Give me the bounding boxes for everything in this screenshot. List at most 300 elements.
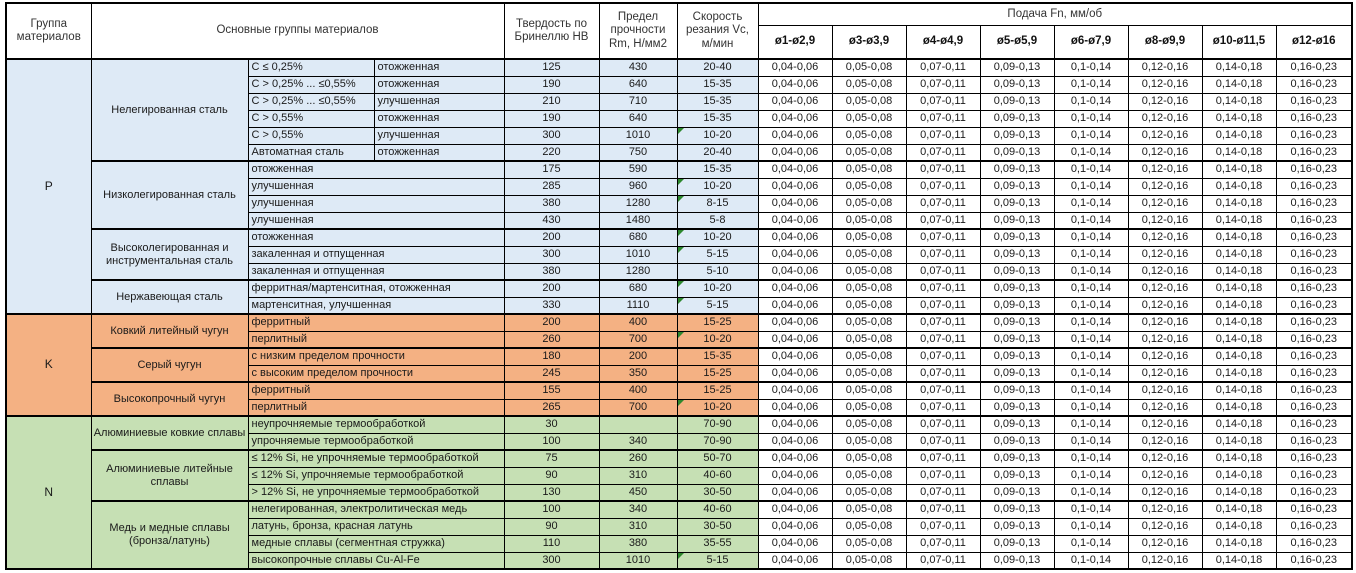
material-spec-cell: Автоматная сталь xyxy=(248,144,374,161)
feed-cell: 0,12-0,16 xyxy=(1128,399,1202,416)
feed-cell: 0,07-0,11 xyxy=(906,416,980,433)
speed-cell: 10-20 xyxy=(677,127,758,144)
speed-cell: 15-35 xyxy=(677,161,758,178)
feed-cell: 0,16-0,23 xyxy=(1276,280,1352,297)
material-desc-cell: с высоким пределом прочности xyxy=(248,365,504,382)
feed-cell: 0,07-0,11 xyxy=(906,348,980,365)
material-desc-cell: > 12% Si, не упрочняемые термообработкой xyxy=(248,484,504,501)
feed-cell: 0,16-0,23 xyxy=(1276,212,1352,229)
feed-cell: 0,12-0,16 xyxy=(1128,382,1202,399)
strength-cell: 450 xyxy=(599,484,677,501)
feed-cell: 0,09-0,13 xyxy=(980,229,1054,246)
feed-cell: 0,05-0,08 xyxy=(832,76,906,93)
hardness-cell: 300 xyxy=(504,552,599,569)
feed-cell: 0,14-0,18 xyxy=(1202,399,1276,416)
speed-cell: 40-60 xyxy=(677,467,758,484)
feed-cell: 0,16-0,23 xyxy=(1276,331,1352,348)
feed-cell: 0,04-0,06 xyxy=(758,484,832,501)
feed-cell: 0,09-0,13 xyxy=(980,433,1054,450)
feed-cell: 0,14-0,18 xyxy=(1202,535,1276,552)
cutting-parameters-table xyxy=(5,2,1353,570)
feed-cell: 0,16-0,23 xyxy=(1276,399,1352,416)
material-desc-cell: ≤ 12% Si, упрочняемые термообработкой xyxy=(248,467,504,484)
feed-cell: 0,07-0,11 xyxy=(906,501,980,518)
feed-cell: 0,05-0,08 xyxy=(832,297,906,314)
speed-cell: 15-25 xyxy=(677,314,758,331)
hardness-cell: 180 xyxy=(504,348,599,365)
hardness-cell: 200 xyxy=(504,314,599,331)
table-row xyxy=(6,450,1352,467)
hardness-cell: 260 xyxy=(504,331,599,348)
feed-cell: 0,09-0,13 xyxy=(980,59,1054,76)
material-desc-cell: ферритный xyxy=(248,382,504,399)
feed-cell: 0,09-0,13 xyxy=(980,263,1054,280)
feed-cell: 0,1-0,14 xyxy=(1054,331,1128,348)
feed-cell: 0,16-0,23 xyxy=(1276,416,1352,433)
material-name-cell: Высокопрочный чугун xyxy=(91,382,248,416)
feed-cell: 0,14-0,18 xyxy=(1202,76,1276,93)
feed-cell: 0,05-0,08 xyxy=(832,127,906,144)
feed-cell: 0,04-0,06 xyxy=(758,178,832,195)
feed-cell: 0,14-0,18 xyxy=(1202,144,1276,161)
hardness-cell: 130 xyxy=(504,484,599,501)
feed-cell: 0,16-0,23 xyxy=(1276,93,1352,110)
header-feed-title: Подача Fn, мм/об xyxy=(758,3,1352,25)
strength-cell: 680 xyxy=(599,280,677,297)
feed-cell: 0,05-0,08 xyxy=(832,467,906,484)
group-code-cell: P xyxy=(6,59,91,314)
strength-cell: 700 xyxy=(599,399,677,416)
feed-cell: 0,14-0,18 xyxy=(1202,297,1276,314)
feed-cell: 0,04-0,06 xyxy=(758,144,832,161)
hardness-cell: 245 xyxy=(504,365,599,382)
feed-cell: 0,1-0,14 xyxy=(1054,229,1128,246)
feed-cell: 0,1-0,14 xyxy=(1054,518,1128,535)
feed-cell: 0,07-0,11 xyxy=(906,518,980,535)
material-name-cell: Низколегированная сталь xyxy=(91,161,248,229)
feed-cell: 0,14-0,18 xyxy=(1202,195,1276,212)
strength-cell: 700 xyxy=(599,331,677,348)
hardness-cell: 300 xyxy=(504,127,599,144)
feed-cell: 0,05-0,08 xyxy=(832,314,906,331)
feed-cell: 0,16-0,23 xyxy=(1276,144,1352,161)
feed-cell: 0,1-0,14 xyxy=(1054,382,1128,399)
table-row xyxy=(6,161,1352,178)
speed-cell: 10-20 xyxy=(677,229,758,246)
header-material-group: Группа материалов xyxy=(6,3,91,59)
feed-cell: 0,09-0,13 xyxy=(980,501,1054,518)
hardness-cell: 220 xyxy=(504,144,599,161)
feed-cell: 0,12-0,16 xyxy=(1128,127,1202,144)
cell-flag-triangle-icon xyxy=(678,230,684,236)
feed-cell: 0,16-0,23 xyxy=(1276,365,1352,382)
feed-cell: 0,07-0,11 xyxy=(906,59,980,76)
table-row xyxy=(6,501,1352,518)
feed-cell: 0,16-0,23 xyxy=(1276,229,1352,246)
feed-cell: 0,14-0,18 xyxy=(1202,552,1276,569)
table-header xyxy=(6,3,1352,59)
feed-cell: 0,1-0,14 xyxy=(1054,246,1128,263)
hardness-cell: 90 xyxy=(504,518,599,535)
speed-cell: 20-40 xyxy=(677,144,758,161)
feed-cell: 0,14-0,18 xyxy=(1202,416,1276,433)
material-desc-cell: улучшенная xyxy=(248,212,504,229)
material-name-cell: Медь и медные сплавы (бронза/латунь) xyxy=(91,501,248,569)
feed-cell: 0,12-0,16 xyxy=(1128,331,1202,348)
feed-cell: 0,1-0,14 xyxy=(1054,552,1128,569)
strength-cell xyxy=(599,416,677,433)
strength-cell: 400 xyxy=(599,314,677,331)
speed-cell: 15-35 xyxy=(677,348,758,365)
feed-cell: 0,09-0,13 xyxy=(980,195,1054,212)
header-feed-diameter-1: ø1-ø2,9 xyxy=(758,25,832,59)
feed-cell: 0,04-0,06 xyxy=(758,93,832,110)
feed-cell: 0,04-0,06 xyxy=(758,246,832,263)
feed-cell: 0,1-0,14 xyxy=(1054,212,1128,229)
feed-cell: 0,07-0,11 xyxy=(906,484,980,501)
feed-cell: 0,05-0,08 xyxy=(832,416,906,433)
feed-cell: 0,12-0,16 xyxy=(1128,263,1202,280)
feed-cell: 0,09-0,13 xyxy=(980,552,1054,569)
feed-cell: 0,09-0,13 xyxy=(980,348,1054,365)
strength-cell: 350 xyxy=(599,365,677,382)
feed-cell: 0,09-0,13 xyxy=(980,76,1054,93)
speed-cell: 70-90 xyxy=(677,433,758,450)
strength-cell: 590 xyxy=(599,161,677,178)
hardness-cell: 430 xyxy=(504,212,599,229)
group-code-cell: K xyxy=(6,314,91,416)
strength-cell: 400 xyxy=(599,382,677,399)
feed-cell: 0,14-0,18 xyxy=(1202,484,1276,501)
feed-cell: 0,04-0,06 xyxy=(758,195,832,212)
speed-cell: 70-90 xyxy=(677,416,758,433)
feed-cell: 0,1-0,14 xyxy=(1054,348,1128,365)
material-name-cell: Нержавеющая сталь xyxy=(91,280,248,314)
material-desc-cell: латунь, бронза, красная латунь xyxy=(248,518,504,535)
feed-cell: 0,04-0,06 xyxy=(758,399,832,416)
feed-cell: 0,12-0,16 xyxy=(1128,229,1202,246)
feed-cell: 0,04-0,06 xyxy=(758,348,832,365)
feed-cell: 0,05-0,08 xyxy=(832,212,906,229)
feed-cell: 0,1-0,14 xyxy=(1054,263,1128,280)
feed-cell: 0,16-0,23 xyxy=(1276,484,1352,501)
feed-cell: 0,09-0,13 xyxy=(980,331,1054,348)
feed-cell: 0,09-0,13 xyxy=(980,161,1054,178)
feed-cell: 0,05-0,08 xyxy=(832,484,906,501)
feed-cell: 0,07-0,11 xyxy=(906,93,980,110)
feed-cell: 0,07-0,11 xyxy=(906,246,980,263)
cell-flag-triangle-icon xyxy=(678,332,684,338)
feed-cell: 0,05-0,08 xyxy=(832,59,906,76)
hardness-cell: 125 xyxy=(504,59,599,76)
header-feed-diameter-7: ø10-ø11,5 xyxy=(1202,25,1276,59)
material-desc-cell: отожженная xyxy=(248,229,504,246)
material-desc-cell: улучшенная xyxy=(248,195,504,212)
header-feed-diameter-4: ø5-ø5,9 xyxy=(980,25,1054,59)
material-desc-cell: перлитный xyxy=(248,331,504,348)
feed-cell: 0,07-0,11 xyxy=(906,178,980,195)
feed-cell: 0,14-0,18 xyxy=(1202,178,1276,195)
material-name-cell: Нелегированная сталь xyxy=(91,59,248,161)
hardness-cell: 265 xyxy=(504,399,599,416)
feed-cell: 0,07-0,11 xyxy=(906,331,980,348)
feed-cell: 0,12-0,16 xyxy=(1128,450,1202,467)
strength-cell: 340 xyxy=(599,433,677,450)
group-code-cell: N xyxy=(6,416,91,569)
feed-cell: 0,14-0,18 xyxy=(1202,450,1276,467)
feed-cell: 0,07-0,11 xyxy=(906,314,980,331)
table-row xyxy=(6,382,1352,399)
material-spec-cell: C > 0,25% ... ≤0,55% xyxy=(248,76,374,93)
material-state-cell: отожженная xyxy=(374,76,504,93)
strength-cell: 750 xyxy=(599,144,677,161)
feed-cell: 0,14-0,18 xyxy=(1202,212,1276,229)
material-spec-cell: C ≤ 0,25% xyxy=(248,59,374,76)
strength-cell: 260 xyxy=(599,450,677,467)
hardness-cell: 30 xyxy=(504,416,599,433)
hardness-cell: 90 xyxy=(504,467,599,484)
material-desc-cell: отожженная xyxy=(248,161,504,178)
feed-cell: 0,12-0,16 xyxy=(1128,416,1202,433)
feed-cell: 0,1-0,14 xyxy=(1054,93,1128,110)
strength-cell: 1280 xyxy=(599,195,677,212)
hardness-cell: 285 xyxy=(504,178,599,195)
material-spec-cell: C > 0,55% xyxy=(248,110,374,127)
feed-cell: 0,05-0,08 xyxy=(832,433,906,450)
feed-cell: 0,1-0,14 xyxy=(1054,59,1128,76)
material-desc-cell: нелегированная, электролитическая медь xyxy=(248,501,504,518)
feed-cell: 0,05-0,08 xyxy=(832,399,906,416)
feed-cell: 0,12-0,16 xyxy=(1128,552,1202,569)
material-name-cell: Алюминиевые литейные сплавы xyxy=(91,450,248,501)
feed-cell: 0,16-0,23 xyxy=(1276,314,1352,331)
feed-cell: 0,12-0,16 xyxy=(1128,365,1202,382)
feed-cell: 0,12-0,16 xyxy=(1128,280,1202,297)
feed-cell: 0,14-0,18 xyxy=(1202,263,1276,280)
material-name-cell: Серый чугун xyxy=(91,348,248,382)
hardness-cell: 155 xyxy=(504,382,599,399)
feed-cell: 0,16-0,23 xyxy=(1276,110,1352,127)
feed-cell: 0,12-0,16 xyxy=(1128,518,1202,535)
feed-cell: 0,04-0,06 xyxy=(758,433,832,450)
table-row xyxy=(6,280,1352,297)
hardness-cell: 200 xyxy=(504,280,599,297)
feed-cell: 0,12-0,16 xyxy=(1128,144,1202,161)
strength-cell: 310 xyxy=(599,518,677,535)
header-main-material-groups: Основные группы материалов xyxy=(91,3,504,59)
feed-cell: 0,12-0,16 xyxy=(1128,314,1202,331)
feed-cell: 0,16-0,23 xyxy=(1276,501,1352,518)
speed-cell: 10-20 xyxy=(677,178,758,195)
feed-cell: 0,14-0,18 xyxy=(1202,433,1276,450)
feed-cell: 0,14-0,18 xyxy=(1202,382,1276,399)
speed-cell: 30-50 xyxy=(677,484,758,501)
feed-cell: 0,05-0,08 xyxy=(832,331,906,348)
speed-cell: 30-50 xyxy=(677,518,758,535)
feed-cell: 0,12-0,16 xyxy=(1128,297,1202,314)
material-state-cell: отожженная xyxy=(374,59,504,76)
cell-flag-triangle-icon xyxy=(678,179,684,185)
material-desc-cell: закаленная и отпущенная xyxy=(248,246,504,263)
feed-cell: 0,1-0,14 xyxy=(1054,127,1128,144)
feed-cell: 0,05-0,08 xyxy=(832,263,906,280)
feed-cell: 0,14-0,18 xyxy=(1202,348,1276,365)
feed-cell: 0,05-0,08 xyxy=(832,552,906,569)
feed-cell: 0,14-0,18 xyxy=(1202,365,1276,382)
feed-cell: 0,04-0,06 xyxy=(758,416,832,433)
hardness-cell: 380 xyxy=(504,195,599,212)
cell-flag-triangle-icon xyxy=(678,247,684,253)
material-state-cell: улучшенная xyxy=(374,93,504,110)
feed-cell: 0,16-0,23 xyxy=(1276,76,1352,93)
header-feed-diameter-8: ø12-ø16 xyxy=(1276,25,1352,59)
material-state-cell: улучшенная xyxy=(374,127,504,144)
strength-cell: 640 xyxy=(599,110,677,127)
feed-cell: 0,14-0,18 xyxy=(1202,501,1276,518)
strength-cell: 1480 xyxy=(599,212,677,229)
feed-cell: 0,16-0,23 xyxy=(1276,297,1352,314)
feed-cell: 0,14-0,18 xyxy=(1202,467,1276,484)
speed-cell: 15-25 xyxy=(677,382,758,399)
table-row xyxy=(6,229,1352,246)
strength-cell: 1010 xyxy=(599,246,677,263)
feed-cell: 0,07-0,11 xyxy=(906,552,980,569)
material-desc-cell: ферритная/мартенситная, отожженная xyxy=(248,280,504,297)
feed-cell: 0,1-0,14 xyxy=(1054,535,1128,552)
strength-cell: 960 xyxy=(599,178,677,195)
material-desc-cell: ферритный xyxy=(248,314,504,331)
material-desc-cell: упрочняемые термообработкой xyxy=(248,433,504,450)
feed-cell: 0,05-0,08 xyxy=(832,246,906,263)
feed-cell: 0,07-0,11 xyxy=(906,365,980,382)
feed-cell: 0,1-0,14 xyxy=(1054,297,1128,314)
material-desc-cell: высокопрочные сплавы Cu-Al-Fe xyxy=(248,552,504,569)
feed-cell: 0,12-0,16 xyxy=(1128,161,1202,178)
feed-cell: 0,04-0,06 xyxy=(758,450,832,467)
feed-cell: 0,05-0,08 xyxy=(832,161,906,178)
table-row xyxy=(6,59,1352,76)
feed-cell: 0,16-0,23 xyxy=(1276,433,1352,450)
feed-cell: 0,07-0,11 xyxy=(906,127,980,144)
strength-cell: 1110 xyxy=(599,297,677,314)
feed-cell: 0,09-0,13 xyxy=(980,297,1054,314)
material-desc-cell: мартенситная, улучшенная xyxy=(248,297,504,314)
speed-cell: 5-15 xyxy=(677,297,758,314)
table-row xyxy=(6,416,1352,433)
feed-cell: 0,14-0,18 xyxy=(1202,314,1276,331)
strength-cell: 680 xyxy=(599,229,677,246)
feed-cell: 0,09-0,13 xyxy=(980,399,1054,416)
feed-cell: 0,12-0,16 xyxy=(1128,110,1202,127)
feed-cell: 0,09-0,13 xyxy=(980,518,1054,535)
cell-flag-triangle-icon xyxy=(678,196,684,202)
feed-cell: 0,07-0,11 xyxy=(906,535,980,552)
header-feed-diameter-6: ø8-ø9,9 xyxy=(1128,25,1202,59)
feed-cell: 0,04-0,06 xyxy=(758,127,832,144)
speed-cell: 15-35 xyxy=(677,110,758,127)
hardness-cell: 100 xyxy=(504,501,599,518)
feed-cell: 0,1-0,14 xyxy=(1054,365,1128,382)
material-spec-cell: C > 0,25% ... ≤0,55% xyxy=(248,93,374,110)
feed-cell: 0,07-0,11 xyxy=(906,144,980,161)
feed-cell: 0,04-0,06 xyxy=(758,263,832,280)
feed-cell: 0,16-0,23 xyxy=(1276,195,1352,212)
table-row xyxy=(6,314,1352,331)
feed-cell: 0,16-0,23 xyxy=(1276,348,1352,365)
hardness-cell: 190 xyxy=(504,110,599,127)
feed-cell: 0,12-0,16 xyxy=(1128,212,1202,229)
feed-cell: 0,07-0,11 xyxy=(906,263,980,280)
feed-cell: 0,12-0,16 xyxy=(1128,76,1202,93)
feed-cell: 0,14-0,18 xyxy=(1202,161,1276,178)
feed-cell: 0,16-0,23 xyxy=(1276,246,1352,263)
feed-cell: 0,07-0,11 xyxy=(906,76,980,93)
feed-cell: 0,16-0,23 xyxy=(1276,127,1352,144)
speed-cell: 15-35 xyxy=(677,93,758,110)
feed-cell: 0,09-0,13 xyxy=(980,314,1054,331)
strength-cell: 430 xyxy=(599,59,677,76)
feed-cell: 0,07-0,11 xyxy=(906,450,980,467)
feed-cell: 0,14-0,18 xyxy=(1202,93,1276,110)
feed-cell: 0,09-0,13 xyxy=(980,178,1054,195)
feed-cell: 0,05-0,08 xyxy=(832,110,906,127)
feed-cell: 0,09-0,13 xyxy=(980,535,1054,552)
feed-cell: 0,09-0,13 xyxy=(980,484,1054,501)
cell-flag-triangle-icon xyxy=(678,128,684,134)
speed-cell: 40-60 xyxy=(677,501,758,518)
feed-cell: 0,14-0,18 xyxy=(1202,331,1276,348)
feed-cell: 0,1-0,14 xyxy=(1054,76,1128,93)
feed-cell: 0,05-0,08 xyxy=(832,535,906,552)
feed-cell: 0,07-0,11 xyxy=(906,399,980,416)
feed-cell: 0,16-0,23 xyxy=(1276,161,1352,178)
feed-cell: 0,05-0,08 xyxy=(832,450,906,467)
feed-cell: 0,14-0,18 xyxy=(1202,280,1276,297)
feed-cell: 0,14-0,18 xyxy=(1202,59,1276,76)
material-desc-cell: ≤ 12% Si, не упрочняемые термообработкой xyxy=(248,450,504,467)
hardness-cell: 210 xyxy=(504,93,599,110)
feed-cell: 0,07-0,11 xyxy=(906,161,980,178)
speed-cell: 10-20 xyxy=(677,331,758,348)
feed-cell: 0,1-0,14 xyxy=(1054,280,1128,297)
feed-cell: 0,16-0,23 xyxy=(1276,535,1352,552)
feed-cell: 0,12-0,16 xyxy=(1128,246,1202,263)
feed-cell: 0,04-0,06 xyxy=(758,314,832,331)
table-row xyxy=(6,348,1352,365)
feed-cell: 0,1-0,14 xyxy=(1054,467,1128,484)
feed-cell: 0,09-0,13 xyxy=(980,382,1054,399)
material-desc-cell: неупрочняемые термообработкой xyxy=(248,416,504,433)
header-cutting-speed: Скорость резания Vc, м/мин xyxy=(677,3,758,59)
feed-cell: 0,12-0,16 xyxy=(1128,59,1202,76)
feed-cell: 0,04-0,06 xyxy=(758,229,832,246)
hardness-cell: 200 xyxy=(504,229,599,246)
strength-cell: 710 xyxy=(599,93,677,110)
speed-cell: 8-15 xyxy=(677,195,758,212)
feed-cell: 0,04-0,06 xyxy=(758,365,832,382)
feed-cell: 0,1-0,14 xyxy=(1054,450,1128,467)
feed-cell: 0,16-0,23 xyxy=(1276,59,1352,76)
table-body xyxy=(6,59,1352,569)
feed-cell: 0,04-0,06 xyxy=(758,331,832,348)
feed-cell: 0,04-0,06 xyxy=(758,467,832,484)
cell-flag-triangle-icon xyxy=(678,281,684,287)
feed-cell: 0,07-0,11 xyxy=(906,195,980,212)
strength-cell: 380 xyxy=(599,535,677,552)
material-state-cell: отожженная xyxy=(374,144,504,161)
material-name-cell: Высоколегированная и инструментальная сталь xyxy=(91,229,248,280)
feed-cell: 0,04-0,06 xyxy=(758,161,832,178)
